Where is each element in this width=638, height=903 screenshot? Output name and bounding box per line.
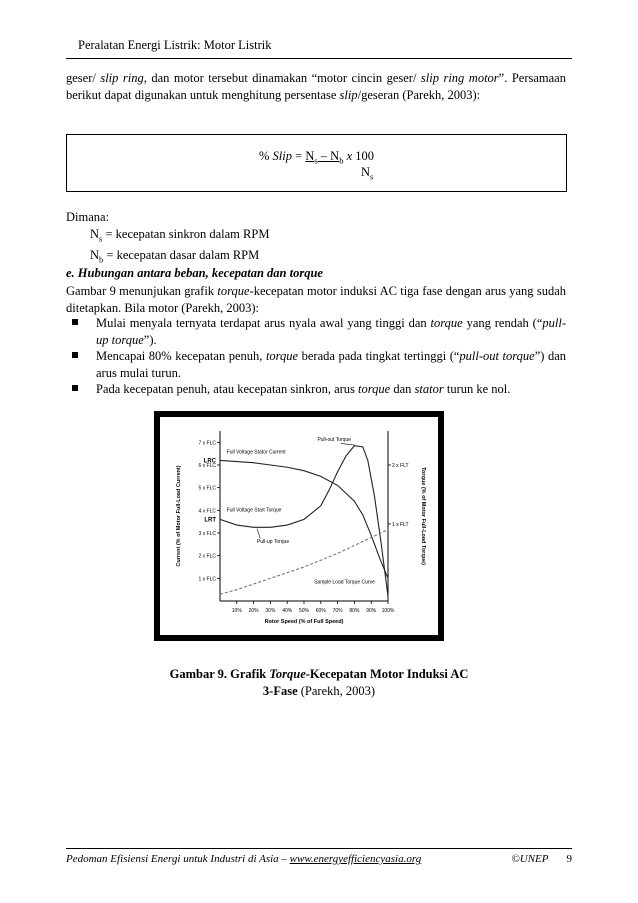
bullet-square-icon bbox=[72, 319, 78, 325]
text-run-italic: slip ring bbox=[100, 71, 144, 85]
x-tick-label: 50% bbox=[298, 608, 310, 614]
annotation-load-curve: Sample Load Torque Curve bbox=[314, 579, 375, 586]
text-run: Pada kecepatan penuh, atau kecepatan sinkron, arus bbox=[96, 382, 359, 396]
text-run: berada pada tingkat tertinggi (“ bbox=[298, 349, 460, 363]
text-run-italic: slip bbox=[339, 87, 358, 102]
text-run-italic: slip ring motor bbox=[420, 71, 499, 85]
y-tick-label-left: 1 x FLC bbox=[198, 576, 216, 583]
series-start-torque bbox=[220, 446, 388, 597]
intro-paragraph bbox=[66, 70, 566, 103]
section-paragraph bbox=[66, 283, 566, 316]
text-run-italic: torque bbox=[430, 316, 463, 330]
text-run: Gambar 9. Grafik bbox=[169, 667, 270, 681]
x-tick-label: 30% bbox=[265, 608, 276, 614]
annotation-start-torque: Full Voltage Start Torque bbox=[226, 507, 282, 514]
y-tick-label-right: 2 x FLT bbox=[392, 463, 409, 469]
x-tick-label: 80% bbox=[349, 608, 360, 614]
figure-caption bbox=[0, 666, 638, 700]
y-tick-label-left: 6 x FLC bbox=[198, 463, 216, 469]
chart-frame bbox=[154, 411, 444, 641]
text-run: /geseran (Parekh, 2003): bbox=[357, 87, 481, 102]
marker-lrc: LRC bbox=[203, 458, 216, 465]
text-run-italic: pull-out torque bbox=[459, 349, 535, 363]
operator: – bbox=[317, 149, 331, 163]
y-axis-title-left: Current (% of Motor Full-Load Current) bbox=[176, 465, 182, 567]
chart-area bbox=[160, 417, 438, 635]
subscript: b bbox=[339, 155, 344, 166]
bullet-item bbox=[66, 315, 566, 348]
bullet-square-icon bbox=[72, 352, 78, 358]
header-rule bbox=[66, 58, 572, 59]
marker-lrt: LRT bbox=[204, 517, 216, 524]
page-header: Peralatan Energi Listrik: Motor Listrik bbox=[78, 38, 272, 52]
formula-slip: Slip bbox=[272, 149, 292, 163]
x-tick-label: 60% bbox=[315, 608, 326, 614]
definition-text: = kecepatan dasar dalam RPM bbox=[103, 247, 260, 262]
text-run: yang rendah (“ bbox=[462, 316, 543, 330]
text-run: -Kecepatan Motor Induksi AC bbox=[305, 667, 469, 681]
definition-ns bbox=[66, 226, 269, 247]
caption-line-2 bbox=[0, 683, 638, 700]
x-axis-title: Rotor Speed (% of Full Speed) bbox=[264, 619, 344, 625]
text-run: (Parekh, 2003) bbox=[297, 684, 376, 698]
bullet-list bbox=[66, 315, 566, 398]
y-tick-label-left: 4 x FLC bbox=[198, 508, 216, 515]
symbol: N bbox=[90, 226, 100, 241]
subscript: b bbox=[99, 254, 104, 264]
y-tick-label-left: 7 x FLC bbox=[198, 440, 216, 447]
text-run: Gambar 9 menunjukan grafik bbox=[66, 284, 218, 298]
text-run: 3-Fase bbox=[262, 684, 298, 698]
text-run: Mencapai 80% kecepatan penuh, bbox=[96, 349, 266, 363]
subscript: s bbox=[370, 171, 374, 182]
annotation-leader bbox=[257, 528, 260, 538]
x-tick-label: 40% bbox=[282, 608, 293, 614]
text-run-italic: pull-up torque bbox=[96, 316, 566, 347]
formula-denominator bbox=[361, 165, 373, 182]
text-run: turun ke nol. bbox=[443, 382, 511, 396]
formula-hundred: 100 bbox=[352, 149, 374, 163]
definitions-label: Dimana: bbox=[66, 210, 110, 224]
symbol: N bbox=[90, 247, 100, 262]
definitions bbox=[66, 209, 269, 268]
formula-box bbox=[66, 134, 567, 192]
text-run-italic: torque bbox=[265, 349, 299, 363]
caption-line-1 bbox=[0, 666, 638, 683]
text-run-italic: torque bbox=[217, 284, 250, 298]
text-run: ”) dan arus mulai turun. bbox=[96, 349, 566, 380]
formula-numerator-line bbox=[67, 149, 566, 166]
x-tick-label: 100% bbox=[381, 608, 395, 614]
torque-speed-chart bbox=[160, 417, 438, 635]
section-title: e. Hubungan antara beban, kecepatan dan torque bbox=[66, 266, 323, 280]
definition-nb bbox=[66, 247, 269, 268]
y-axis-title-right: Torque (% of Motor Full-Load Torque) bbox=[420, 467, 426, 565]
symbol: N bbox=[305, 149, 315, 163]
symbol: N bbox=[330, 149, 340, 163]
annotation-stator-current: Full Voltage Stator Current bbox=[226, 449, 286, 456]
text-run: ”). bbox=[143, 332, 157, 347]
text-run: -kecepatan motor induksi AC tiga fase dengan arus yang sudah ditetapkan. Bila motor (Parekh, 2003): bbox=[66, 284, 567, 315]
text-run-italic: torque bbox=[358, 382, 391, 396]
formula-times: x bbox=[343, 149, 353, 163]
text-run-italic: stator bbox=[414, 382, 444, 396]
symbol: N bbox=[361, 165, 371, 179]
formula-prefix: % bbox=[259, 149, 273, 163]
text-run: dan bbox=[390, 382, 415, 396]
x-tick-label: 10% bbox=[231, 608, 242, 614]
annotation-leader bbox=[341, 443, 354, 445]
y-tick-label-left: 2 x FLC bbox=[198, 553, 216, 560]
definition-text: = kecepatan sinkron dalam RPM bbox=[102, 226, 270, 241]
text-run: , dan motor tersebut dinamakan “motor cincin geser/ bbox=[143, 71, 421, 85]
page-number: 9 bbox=[566, 853, 572, 865]
bullet-item bbox=[66, 381, 566, 398]
y-tick-label-right: 1 x FLT bbox=[392, 521, 409, 528]
annotation-pull-up: Pull-up Torque bbox=[256, 539, 290, 546]
y-tick-label-left: 3 x FLC bbox=[198, 531, 216, 537]
subscript: s bbox=[99, 233, 103, 243]
y-tick-label-left: 5 x FLC bbox=[198, 485, 216, 492]
text-run-italic: Torque bbox=[269, 667, 306, 681]
footer-link[interactable]: www.energyefficiencyasia.org bbox=[289, 853, 422, 865]
footer-text: Pedoman Efisiensi Energi untuk Industri di Asia – bbox=[66, 853, 290, 865]
footer-rule bbox=[66, 848, 572, 849]
x-tick-label: 20% bbox=[248, 608, 259, 614]
formula-numerator bbox=[305, 149, 344, 166]
text-run: Mulai menyala ternyata terdapat arus nyala awal yang tinggi dan bbox=[96, 316, 431, 330]
text-run: ”. Persamaan berikut dapat digunakan untuk menghitung persentase bbox=[66, 71, 566, 102]
text-run: geser/ bbox=[66, 71, 101, 85]
x-tick-label: 90% bbox=[366, 608, 377, 614]
x-tick-label: 70% bbox=[332, 608, 343, 614]
bullet-item bbox=[66, 348, 566, 381]
page-footer bbox=[66, 853, 572, 865]
footer-copyright: ©UNEP bbox=[511, 853, 549, 865]
subscript: s bbox=[314, 155, 318, 166]
formula-equals: = bbox=[292, 149, 306, 163]
footer-right bbox=[511, 853, 572, 865]
annotation-pull-out: Pull-out Torque bbox=[317, 437, 351, 444]
bullet-square-icon bbox=[72, 385, 78, 391]
